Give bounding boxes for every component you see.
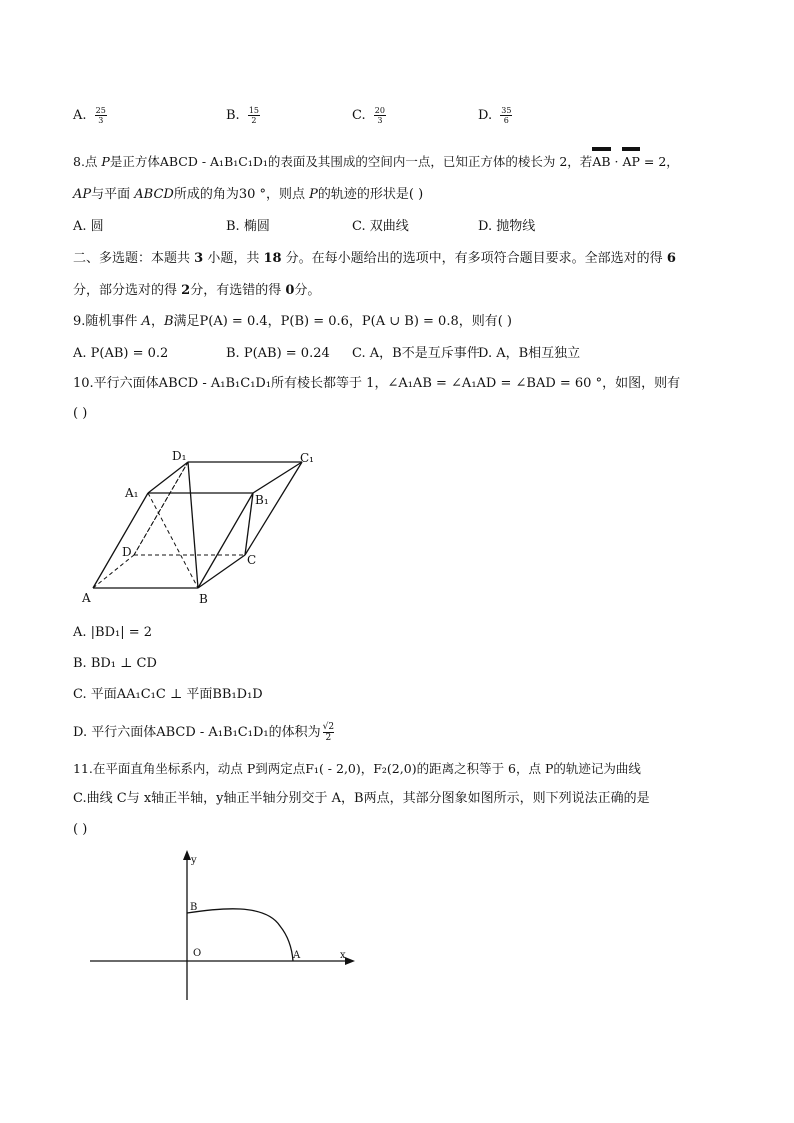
label-d1: D₁ <box>172 449 187 463</box>
edge-bb1 <box>198 493 253 588</box>
fraction-sqrt2-over-2: $\frac{√2}{2}$ <box>322 722 335 743</box>
q8-stem-line1: 8.点 P是正方体ABCD - A₁B₁C₁D₁的表面及其围成的空间内一点，已知正方体的棱长为 2，若AB · AP = 2， <box>73 154 679 169</box>
edge-c1c <box>245 462 302 555</box>
label-y: y <box>191 855 197 866</box>
section2-line2: 分，部分选对的得 2分，有选错的得 0分。 <box>73 283 321 298</box>
fraction: $\frac{20}{3}$ <box>374 106 385 125</box>
vector-ap: AP <box>622 154 640 169</box>
q8-option-b: B. 椭圆 <box>226 219 270 234</box>
q8-option-d: D. 抛物线 <box>478 219 536 234</box>
label-a1: A₁ <box>125 486 139 500</box>
hidden-edge-ad <box>93 555 134 588</box>
label-c: C <box>247 553 257 567</box>
edge-b1c <box>245 493 253 555</box>
label-a: A <box>293 950 301 961</box>
curve-graph-figure <box>90 848 360 1008</box>
q10-option-b: B. BD₁ ⊥ CD <box>73 656 157 671</box>
q8-option-a: A. 圆 <box>73 219 104 234</box>
curve-c <box>187 909 293 961</box>
q8-stem-line2: AP与平面 ABCD所成的角为30 °，则点 P的轨迹的形状是( ) <box>73 187 424 202</box>
q9-option-d: D. A，B相互独立 <box>478 346 581 361</box>
edge-aa1 <box>93 493 148 588</box>
edge-a1d1 <box>148 462 188 493</box>
label-d: D <box>122 545 132 559</box>
fraction: $\frac{35}{6}$ <box>501 106 512 125</box>
parallelepiped-figure <box>70 440 350 610</box>
q7-option-c: C. $\frac{20}{3}$ <box>352 106 385 125</box>
edge-bc <box>198 555 245 588</box>
diagonal-bd1 <box>188 462 198 588</box>
hidden-edge-d1d <box>134 462 188 555</box>
q10-option-a: A. |BD₁| = 2 <box>73 625 153 640</box>
section2-line1: 二、多选题：本题共 3 小题，共 18 分。在每小题给出的选项中，有多项符合题目要求。全部选对的得 6 <box>73 251 676 266</box>
fraction: $\frac{15}{2}$ <box>248 106 260 125</box>
vector-ab: AB <box>592 154 611 169</box>
label-b: B <box>199 592 208 606</box>
label-x: x <box>340 950 346 961</box>
q10-option-c: C. 平面AA₁C₁C ⊥ 平面BB₁D₁D <box>73 687 263 702</box>
y-arrow-icon <box>183 850 191 860</box>
edge-b1c1 <box>253 462 302 493</box>
q9-option-b: B. P(AB) = 0.24 <box>226 346 330 361</box>
q10-option-d: D. 平行六面体ABCD - A₁B₁C₁D₁的体积为 $\frac{√2}{2}$ <box>73 722 335 743</box>
x-arrow-icon <box>345 957 355 965</box>
q7-option-d: D. $\frac{35}{6}$ <box>478 106 512 125</box>
q10-stem: 10.平行六面体ABCD - A₁B₁C₁D₁所有棱长都等于 1，∠A₁AB = ∠A₁AD = ∠BAD = 60 °，如图，则有 <box>73 376 681 391</box>
q9-stem: 9.随机事件 A，B满足P(A) = 0.4，P(B) = 0.6，P(A ∪ B) = 0.8，则有( ) <box>73 314 512 329</box>
q7-option-b: B. $\frac{15}{2}$ <box>226 106 260 125</box>
q11-answer-paren: ( ) <box>73 822 88 837</box>
q10-answer-paren: ( ) <box>73 406 88 421</box>
q9-option-a: A. P(AB) = 0.2 <box>73 346 169 361</box>
q8-option-c: C. 双曲线 <box>352 219 409 234</box>
label-a: A <box>82 591 91 605</box>
q11-stem-line2: C.曲线 C与 x轴正半轴，y轴正半轴分别交于 A，B两点，其部分图象如图所示，则下列说法正确的是 <box>73 791 650 806</box>
hidden-edge-a1b <box>148 493 198 588</box>
fraction: $\frac{25}{3}$ <box>95 106 106 125</box>
label-o: O <box>193 948 202 959</box>
q7-option-a: A. $\frac{25}{3}$ <box>73 106 106 125</box>
q9-option-c: C. A，B不是互斥事件 <box>352 346 480 361</box>
label-c1: C₁ <box>300 451 314 465</box>
q11-stem-line1: 11.在平面直角坐标系内，动点 P到两定点F₁( - 2,0)，F₂(2,0)的距离之积等于 6，点 P的轨迹记为曲线 <box>73 761 641 776</box>
label-b: B <box>190 902 198 913</box>
label-b1: B₁ <box>255 493 269 507</box>
